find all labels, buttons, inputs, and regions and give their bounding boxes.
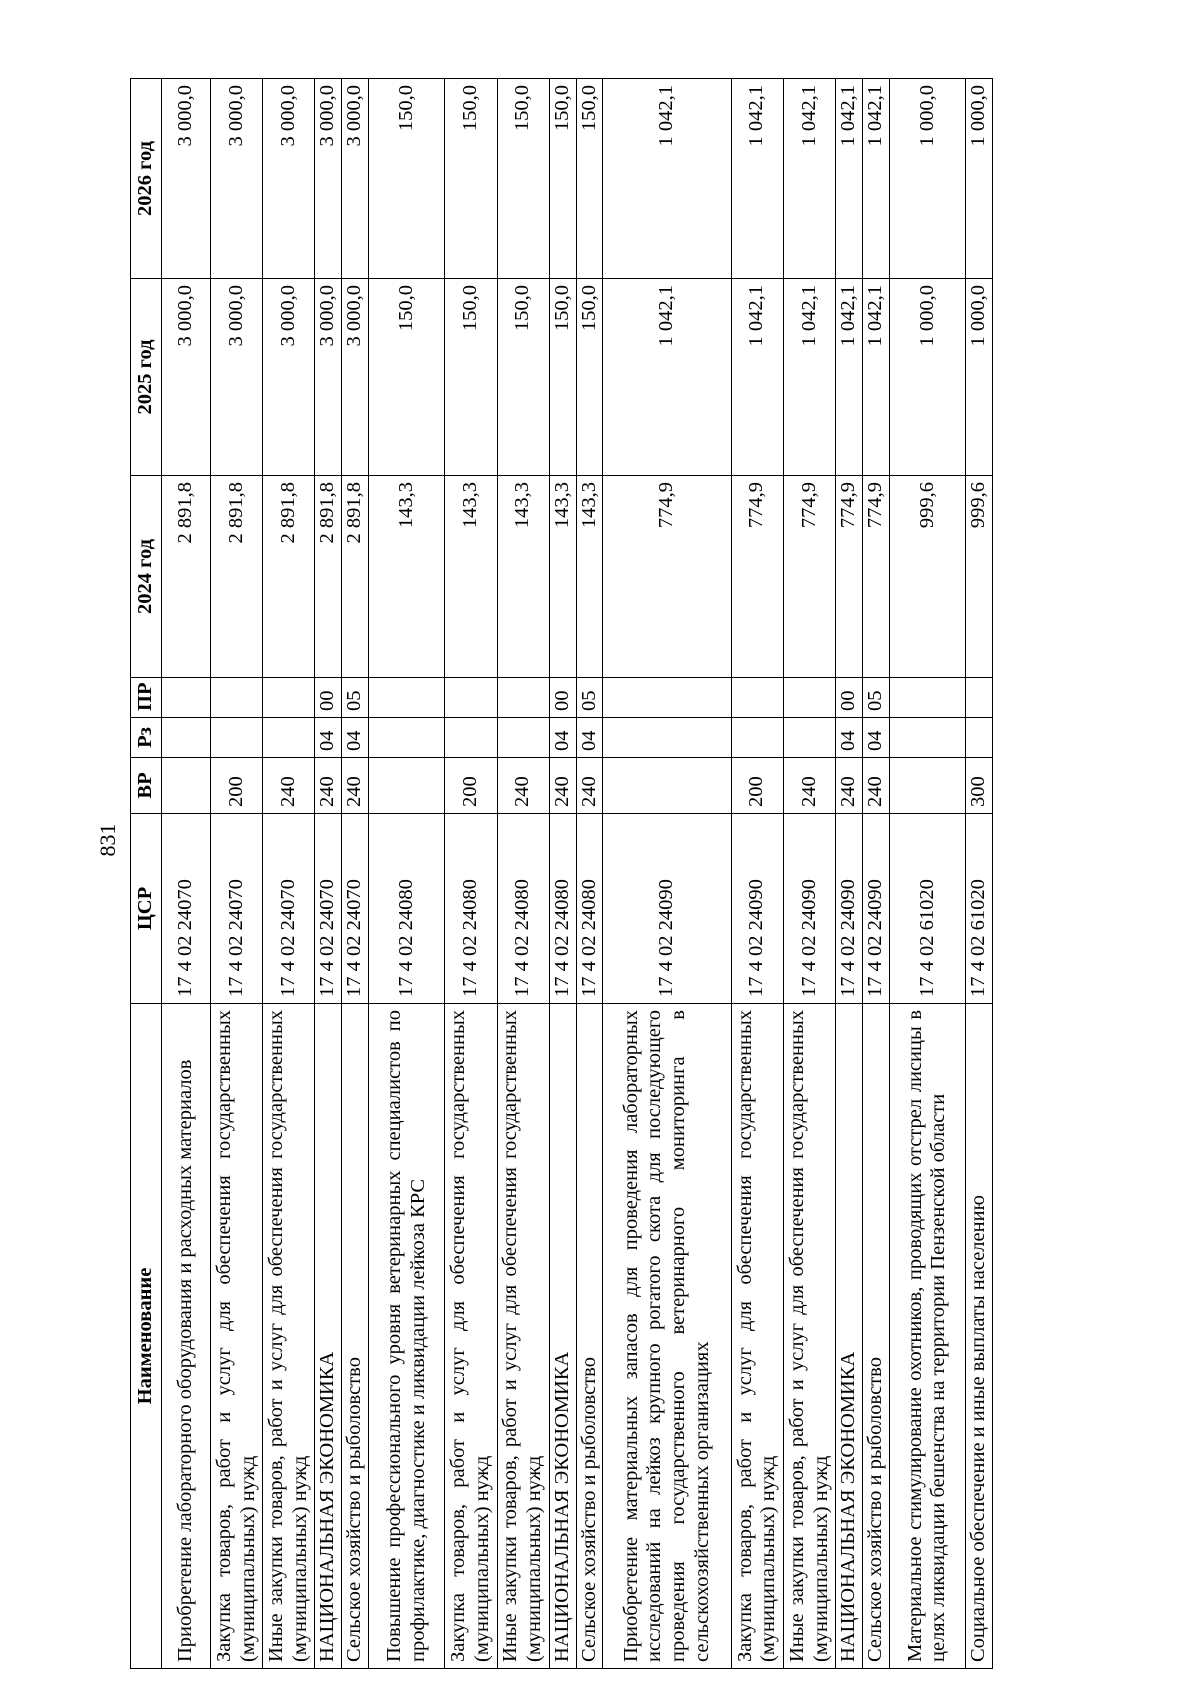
cell-2026: 3 000,0 [162,79,211,279]
cell-pr [889,678,965,718]
header-vr: ВР [131,758,162,814]
table-row [342,79,369,1669]
budget-table [130,78,993,1669]
cell-csr: 17 4 02 24070 [342,814,369,1004]
cell-vr: 300 [966,758,993,814]
cell-vr: 200 [731,758,783,814]
table-row [263,79,315,1669]
cell-vr [162,758,211,814]
cell-csr: 17 4 02 24070 [162,814,211,1004]
table-body [162,79,993,1669]
table-row [603,79,731,1669]
cell-name: Сельское хозяйство и рыболовство [342,1004,369,1669]
table-header-row [131,79,162,1669]
cell-2025: 3 000,0 [315,279,342,476]
cell-vr: 240 [263,758,315,814]
cell-vr: 240 [836,758,863,814]
header-2024: 2024 год [131,476,162,678]
cell-2024: 143,3 [445,476,497,678]
table-row [211,79,263,1669]
cell-pr [162,678,211,718]
cell-2025: 1 042,1 [731,279,783,476]
cell-2026: 1 000,0 [889,79,965,279]
cell-name: Иные закупки товаров, работ и услуг для обеспечения государственных (муниципальных) нужд [263,1004,315,1669]
cell-2024: 143,3 [576,476,603,678]
cell-pr [731,678,783,718]
cell-csr: 17 4 02 24070 [263,814,315,1004]
cell-pr: 00 [315,678,342,718]
cell-csr: 17 4 02 24080 [549,814,576,1004]
cell-name: НАЦИОНАЛЬНАЯ ЭКОНОМИКА [315,1004,342,1669]
cell-name: НАЦИОНАЛЬНАЯ ЭКОНОМИКА [836,1004,863,1669]
table-row [731,79,783,1669]
cell-name: Закупка товаров, работ и услуг для обеспечения государственных (муниципальных) нужд [731,1004,783,1669]
cell-pr [445,678,497,718]
cell-csr: 17 4 02 24090 [731,814,783,1004]
cell-name: Приобретение материальных запасов для проведения лабораторных исследований на лейкоз крупного рогатого скота для последующего проведения государственного ветеринарного мониторинга в сельскохозяйственных организациях [603,1004,731,1669]
cell-pr [783,678,835,718]
cell-name: Сельское хозяйство и рыболовство [576,1004,603,1669]
cell-csr: 17 4 02 24090 [783,814,835,1004]
cell-2026: 150,0 [576,79,603,279]
table-row [836,79,863,1669]
cell-2025: 1 042,1 [862,279,889,476]
cell-2025: 3 000,0 [162,279,211,476]
cell-csr: 17 4 02 24080 [497,814,549,1004]
table-row [497,79,549,1669]
header-name: Наименование [131,1004,162,1669]
cell-rz [445,718,497,758]
cell-name: Иные закупки товаров, работ и услуг для обеспечения государственных (муниципальных) нужд [783,1004,835,1669]
table-row [549,79,576,1669]
cell-csr: 17 4 02 24090 [836,814,863,1004]
cell-2024: 774,9 [862,476,889,678]
cell-csr: 17 4 02 24070 [315,814,342,1004]
cell-2024: 143,3 [549,476,576,678]
cell-2026: 1 000,0 [966,79,993,279]
cell-vr: 200 [445,758,497,814]
cell-2024: 999,6 [889,476,965,678]
cell-2024: 2 891,8 [211,476,263,678]
cell-2025: 150,0 [445,279,497,476]
cell-csr: 17 4 02 24070 [211,814,263,1004]
cell-pr: 00 [836,678,863,718]
cell-2025: 150,0 [549,279,576,476]
header-2026: 2026 год [131,79,162,279]
cell-2025: 1 000,0 [889,279,965,476]
cell-2026: 3 000,0 [342,79,369,279]
cell-name: Повышение профессионального уровня ветеринарных специалистов по профилактике, диагностике и ликвидации лейкоза КРС [369,1004,445,1669]
cell-pr [263,678,315,718]
cell-rz [162,718,211,758]
cell-rz [603,718,731,758]
header-2025: 2025 год [131,279,162,476]
cell-rz [369,718,445,758]
cell-rz [211,718,263,758]
cell-vr: 240 [342,758,369,814]
cell-vr: 240 [549,758,576,814]
cell-pr: 05 [862,678,889,718]
cell-rz [497,718,549,758]
cell-2026: 3 000,0 [211,79,263,279]
cell-rz: 04 [549,718,576,758]
cell-2025: 1 042,1 [836,279,863,476]
cell-rz [783,718,835,758]
cell-csr: 17 4 02 24080 [445,814,497,1004]
table-row [966,79,993,1669]
cell-2024: 774,9 [783,476,835,678]
table-row [162,79,211,1669]
table-row [369,79,445,1669]
table-row [783,79,835,1669]
cell-vr [603,758,731,814]
cell-pr: 05 [576,678,603,718]
cell-2025: 1 042,1 [603,279,731,476]
header-rz: Рз [131,718,162,758]
cell-rz: 04 [315,718,342,758]
cell-rz [889,718,965,758]
cell-rz: 04 [576,718,603,758]
table-row [315,79,342,1669]
cell-2026: 150,0 [445,79,497,279]
cell-2024: 2 891,8 [162,476,211,678]
cell-vr: 240 [576,758,603,814]
cell-2026: 3 000,0 [263,79,315,279]
cell-name: Сельское хозяйство и рыболовство [862,1004,889,1669]
cell-2025: 3 000,0 [263,279,315,476]
cell-2024: 2 891,8 [315,476,342,678]
cell-2024: 143,3 [369,476,445,678]
cell-csr: 17 4 02 24080 [576,814,603,1004]
cell-2024: 2 891,8 [263,476,315,678]
cell-rz: 04 [862,718,889,758]
cell-vr: 200 [211,758,263,814]
cell-2024: 774,9 [603,476,731,678]
cell-name: Приобретение лабораторного оборудования и расходных материалов [162,1004,211,1669]
cell-pr: 05 [342,678,369,718]
cell-vr [369,758,445,814]
cell-csr: 17 4 02 24080 [369,814,445,1004]
cell-2026: 150,0 [369,79,445,279]
cell-vr [889,758,965,814]
cell-2026: 3 000,0 [315,79,342,279]
cell-2024: 143,3 [497,476,549,678]
cell-csr: 17 4 02 24090 [862,814,889,1004]
cell-rz: 04 [342,718,369,758]
cell-pr [497,678,549,718]
cell-name: Закупка товаров, работ и услуг для обеспечения государственных (муниципальных) нужд [211,1004,263,1669]
cell-2025: 150,0 [497,279,549,476]
cell-name: Иные закупки товаров, работ и услуг для обеспечения государственных (муниципальных) нужд [497,1004,549,1669]
cell-vr: 240 [783,758,835,814]
cell-rz [966,718,993,758]
cell-name: Закупка товаров, работ и услуг для обеспечения государственных (муниципальных) нужд [445,1004,497,1669]
cell-rz: 04 [836,718,863,758]
cell-2026: 150,0 [549,79,576,279]
cell-csr: 17 4 02 61020 [889,814,965,1004]
cell-name: Социальное обеспечение и иные выплаты населению [966,1004,993,1669]
cell-csr: 17 4 02 24090 [603,814,731,1004]
cell-2025: 1 000,0 [966,279,993,476]
table-row [862,79,889,1669]
cell-2026: 1 042,1 [731,79,783,279]
cell-2025: 3 000,0 [211,279,263,476]
cell-2026: 150,0 [497,79,549,279]
cell-vr: 240 [497,758,549,814]
table-row [889,79,965,1669]
cell-2025: 150,0 [369,279,445,476]
cell-2024: 774,9 [731,476,783,678]
cell-2024: 999,6 [966,476,993,678]
cell-name: НАЦИОНАЛЬНАЯ ЭКОНОМИКА [549,1004,576,1669]
cell-pr [603,678,731,718]
cell-pr [966,678,993,718]
table-rotation-wrapper [130,79,993,1669]
cell-vr: 240 [315,758,342,814]
cell-pr [211,678,263,718]
header-csr: ЦСР [131,814,162,1004]
cell-rz [731,718,783,758]
cell-vr: 240 [862,758,889,814]
cell-2026: 1 042,1 [862,79,889,279]
cell-2026: 1 042,1 [603,79,731,279]
cell-rz [263,718,315,758]
table-row [576,79,603,1669]
cell-2026: 1 042,1 [783,79,835,279]
cell-2025: 1 042,1 [783,279,835,476]
cell-2024: 2 891,8 [342,476,369,678]
table-row [445,79,497,1669]
cell-2025: 150,0 [576,279,603,476]
cell-2024: 774,9 [836,476,863,678]
cell-pr [369,678,445,718]
header-pr: ПР [131,678,162,718]
cell-2026: 1 042,1 [836,79,863,279]
cell-2025: 3 000,0 [342,279,369,476]
cell-pr: 00 [549,678,576,718]
cell-name: Материальное стимулирование охотников, проводящих отстрел лисицы в целях ликвидации бешенства на территории Пензенской области [889,1004,965,1669]
cell-csr: 17 4 02 61020 [966,814,993,1004]
page-number: 831 [95,823,120,857]
